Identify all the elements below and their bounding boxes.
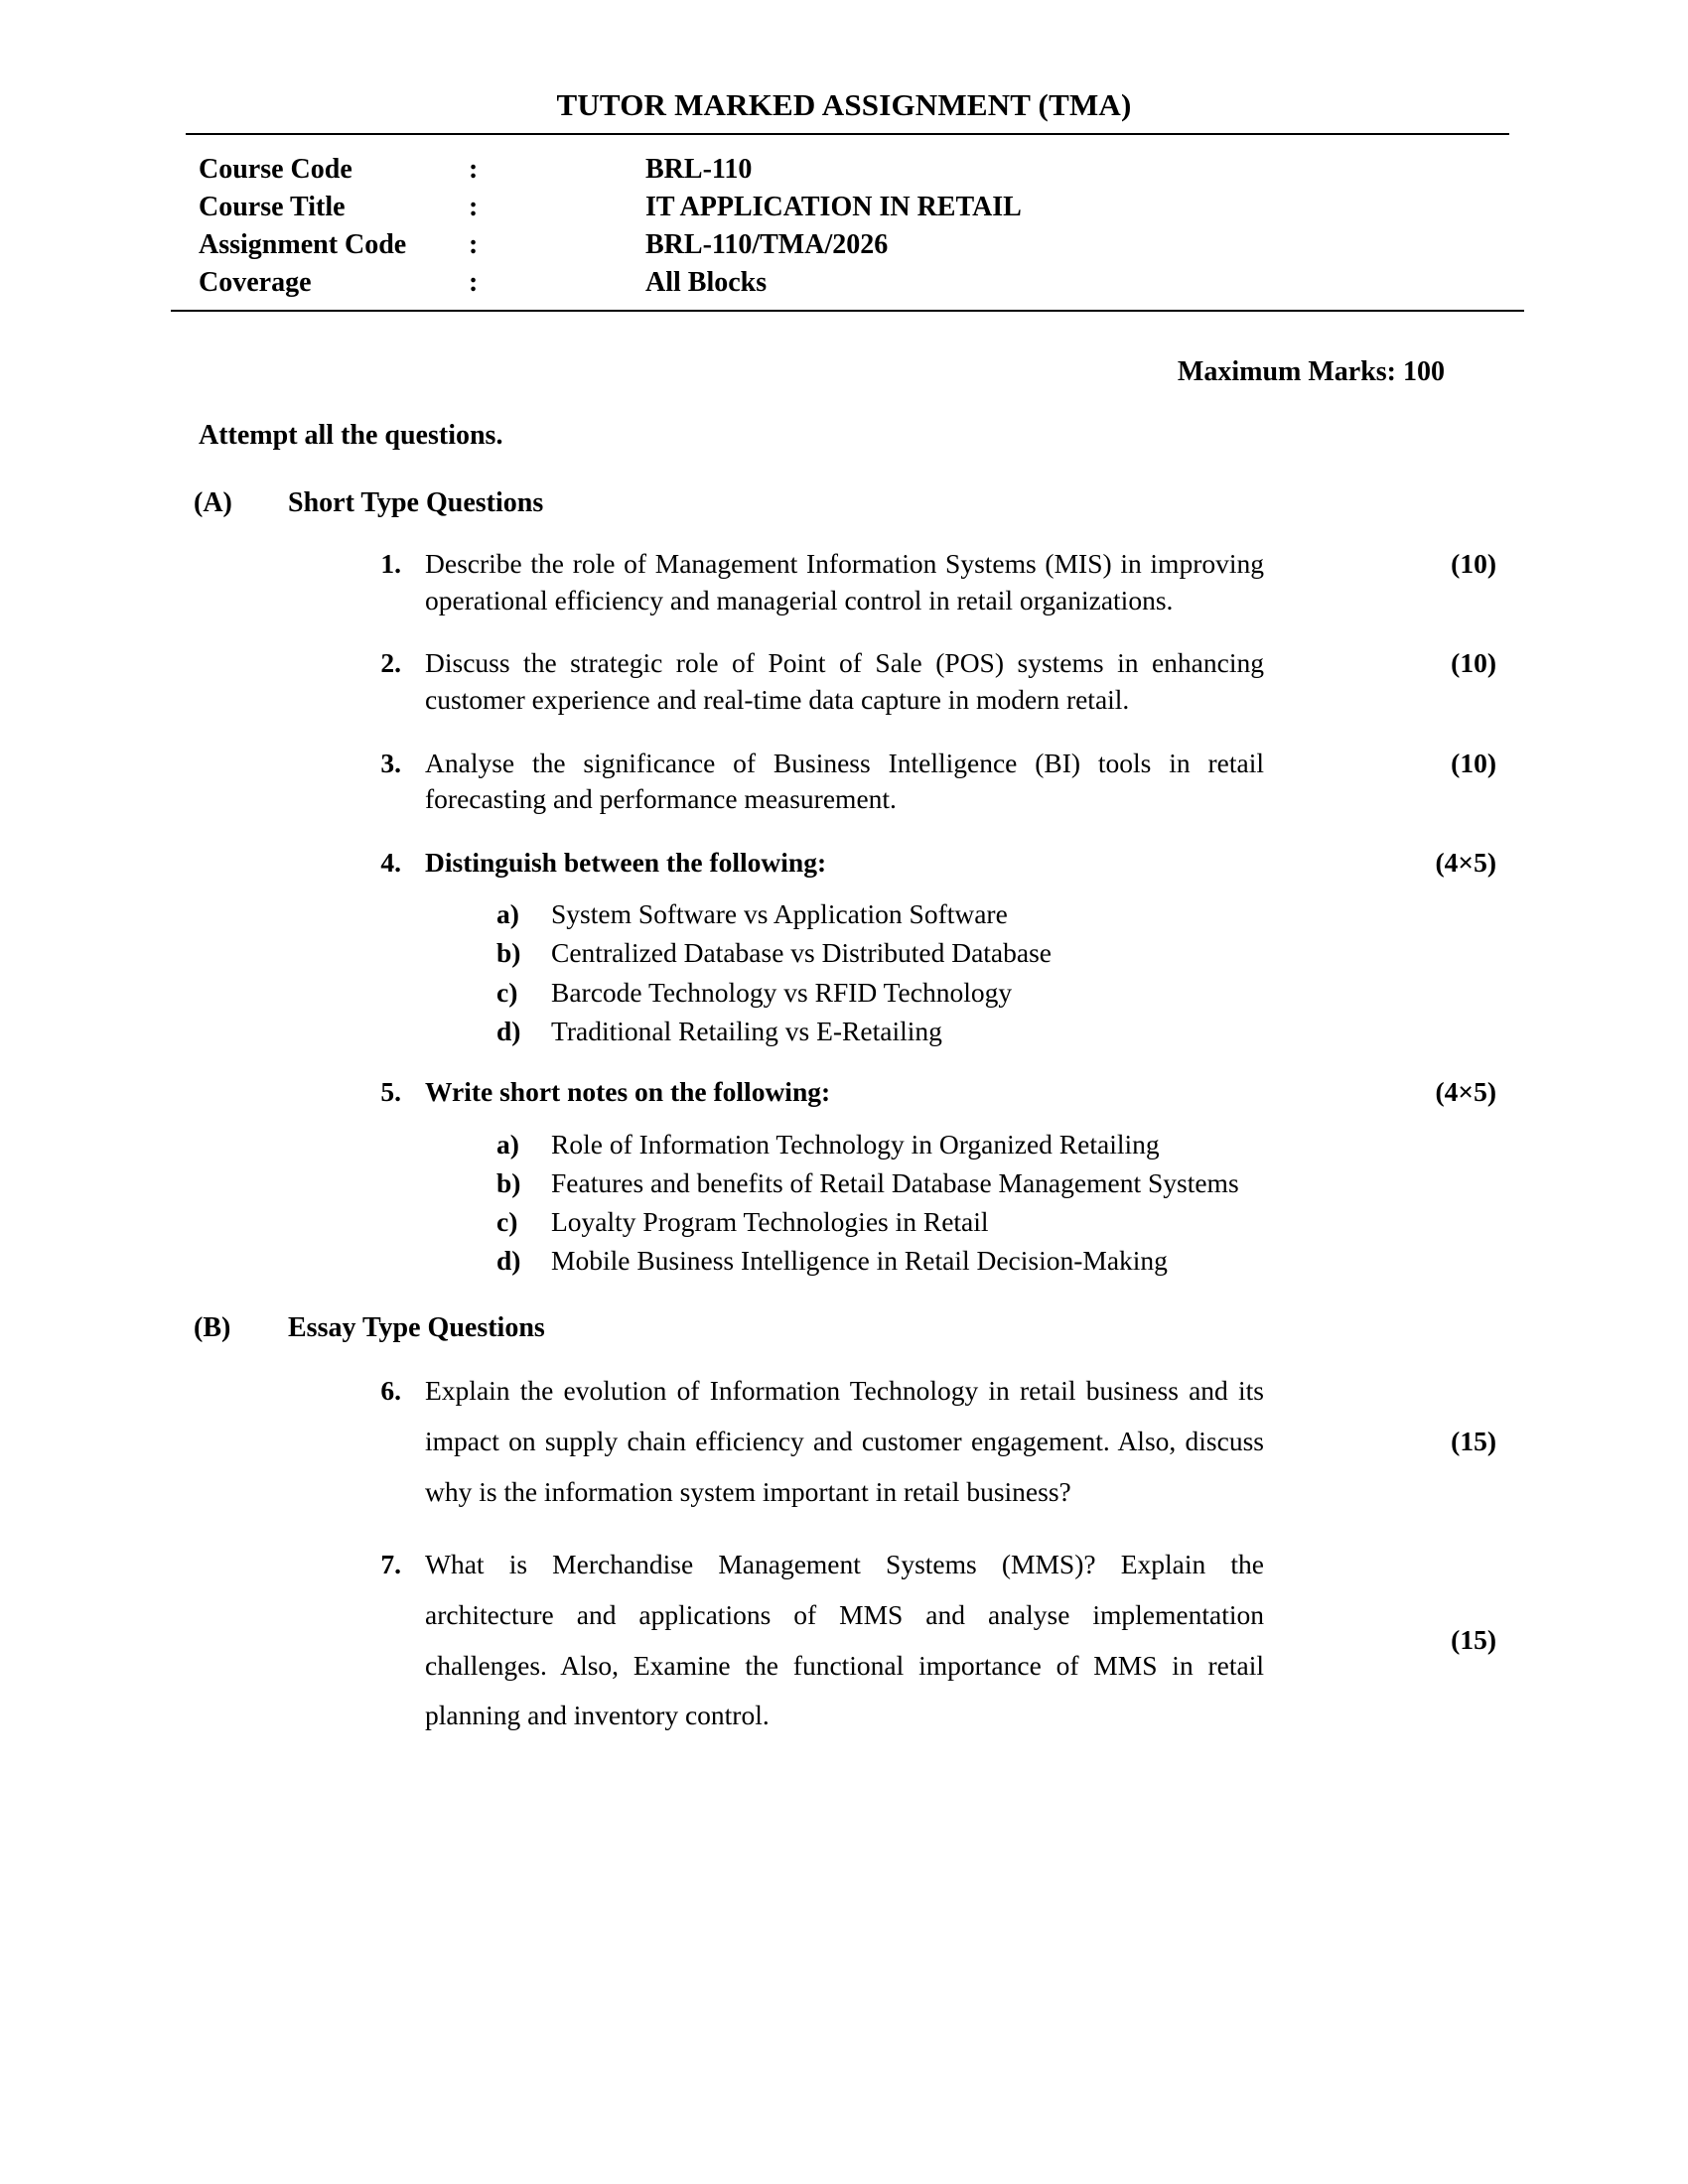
question-4-subitems [184, 898, 1504, 1047]
subitem-text: Centralized Database vs Distributed Database [551, 937, 1052, 969]
meta-colon: : [469, 229, 479, 261]
meta-value: All Blocks [645, 267, 768, 299]
section-a-heading [194, 487, 1504, 519]
maximum-marks: Maximum Marks: 100 [1177, 356, 1445, 388]
question-marks: (4×5) [1435, 1075, 1496, 1107]
course-meta-block [199, 151, 1504, 302]
meta-row-course-title [199, 189, 1504, 226]
subitem-text: Mobile Business Intelligence in Retail Decision-Making [551, 1245, 1168, 1277]
question-marks: (4×5) [1435, 846, 1496, 878]
question-7 [184, 1540, 1504, 1742]
section-b-heading [194, 1312, 1504, 1344]
subitem-text: Barcode Technology vs RFID Technology [551, 976, 1013, 1008]
question-number: 2. [380, 647, 401, 679]
section-letter: (A) [194, 487, 232, 519]
question-marks: (15) [1451, 1624, 1496, 1656]
subitem-letter: a) [496, 1128, 519, 1160]
question-text: What is Merchandise Management Systems (MMS)? Explain the architecture and applications of MMS and analyse implementation challenges. Also, Examine the functional importance of MMS in retail planning and inventory control. [425, 1548, 1264, 1731]
question-text: Analyse the significance of Business Intelligence (BI) tools in retail forecasting and performance measurement. [425, 747, 1264, 815]
section-title: Short Type Questions [288, 487, 544, 519]
meta-row-assignment-code [199, 226, 1504, 264]
question-text: Describe the role of Management Information Systems (MIS) in improving operational efficiency and managerial control in retail organizations. [425, 548, 1264, 615]
question-marks: (15) [1451, 1426, 1496, 1457]
meta-value: BRL-110/TMA/2026 [645, 229, 889, 261]
list-item [184, 898, 1504, 930]
subitem-letter: c) [496, 976, 518, 1008]
meta-value: BRL-110 [645, 154, 753, 185]
question-5-subitems [184, 1129, 1504, 1278]
list-item [184, 1206, 1504, 1238]
subitem-letter: b) [496, 1166, 521, 1198]
list-item [184, 1016, 1504, 1047]
subitem-letter: d) [496, 1245, 521, 1277]
meta-value: IT APPLICATION IN RETAIL [645, 192, 1022, 223]
question-number: 7. [380, 1548, 401, 1579]
question-number: 3. [380, 747, 401, 778]
meta-label: Course Title [199, 192, 346, 223]
question-text: Explain the evolution of Information Technology in retail business and its impact on supply chain efficiency and customer engagement. Also, discuss why is the information system important in retail business? [425, 1375, 1264, 1507]
list-item [184, 977, 1504, 1009]
header-divider-bottom [171, 310, 1524, 312]
meta-row-coverage [199, 264, 1504, 302]
question-text: Discuss the strategic role of Point of Sale (POS) systems in enhancing customer experience and real-time data capture in modern retail. [425, 647, 1264, 715]
subitem-text: Role of Information Technology in Organized Retailing [551, 1128, 1160, 1160]
subitem-text: Traditional Retailing vs E-Retailing [551, 1015, 942, 1046]
subitem-text: Loyalty Program Technologies in Retail [551, 1205, 989, 1237]
question-4 [184, 845, 1504, 882]
list-item [184, 1167, 1504, 1199]
question-number: 1. [380, 548, 401, 580]
subitem-letter: b) [496, 937, 521, 969]
question-1 [184, 546, 1504, 618]
instruction-text: Attempt all the questions. [199, 420, 503, 452]
subitem-text: System Software vs Application Software [551, 898, 1008, 930]
section-letter: (B) [194, 1312, 231, 1344]
question-number: 5. [380, 1075, 401, 1107]
section-a [184, 487, 1504, 1277]
meta-row-course-code [199, 151, 1504, 189]
meta-label: Course Code [199, 154, 352, 185]
meta-colon: : [469, 267, 479, 299]
question-5 [184, 1074, 1504, 1111]
page-title: TUTOR MARKED ASSIGNMENT (TMA) [556, 87, 1132, 122]
list-item [184, 1129, 1504, 1160]
meta-label: Assignment Code [199, 229, 407, 261]
meta-colon: : [469, 154, 479, 185]
question-number: 4. [380, 846, 401, 878]
question-marks: (10) [1451, 747, 1496, 778]
question-marks: (10) [1451, 647, 1496, 679]
question-3 [184, 746, 1504, 818]
list-item [184, 937, 1504, 969]
question-6 [184, 1366, 1504, 1518]
list-item [184, 1245, 1504, 1277]
question-marks: (10) [1451, 548, 1496, 580]
section-title: Essay Type Questions [288, 1312, 545, 1344]
meta-colon: : [469, 192, 479, 223]
subitem-letter: a) [496, 898, 519, 930]
section-b [184, 1312, 1504, 1741]
question-2 [184, 645, 1504, 718]
question-text: Write short notes on the following: [425, 1075, 831, 1107]
subitem-text: Features and benefits of Retail Database Management Systems [551, 1166, 1239, 1198]
meta-label: Coverage [199, 267, 312, 299]
header-divider-top [186, 133, 1509, 135]
question-text: Distinguish between the following: [425, 846, 827, 878]
subitem-letter: c) [496, 1205, 518, 1237]
subitem-letter: d) [496, 1015, 521, 1046]
question-number: 6. [380, 1375, 401, 1407]
